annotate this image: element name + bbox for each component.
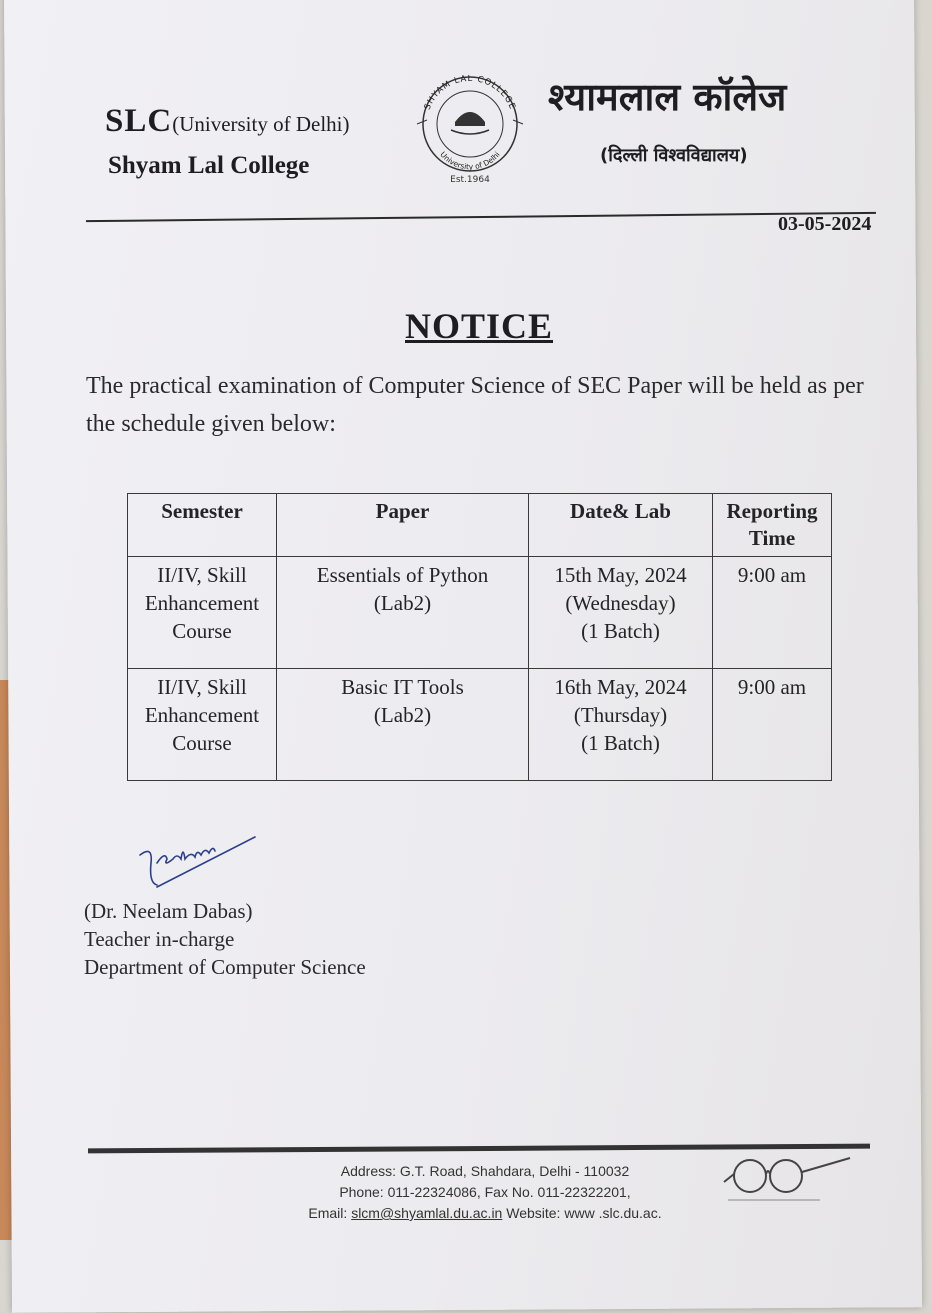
signer-name: (Dr. Neelam Dabas) — [84, 899, 253, 923]
footer-address: Address: G.T. Road, Shahdara, Delhi - 110032 — [340, 1163, 630, 1179]
notice-intro: The practical examination of Computer Science of SEC Paper will be held as per the schedule given below: — [86, 373, 864, 437]
cell-line: Course — [172, 619, 232, 643]
swachh-bharat-glasses-icon — [720, 1152, 855, 1207]
cell-line: (Thursday) — [573, 703, 668, 727]
cell-reporting-time: 9:00 am — [713, 669, 832, 781]
lamp-icon — [455, 112, 485, 126]
cell-reporting-time: 9:00 am — [713, 557, 832, 669]
footer-contact — [255, 1161, 715, 1224]
svg-text:University of Delhi — [438, 150, 501, 171]
signer-department: Department of Computer Science — [84, 955, 366, 979]
cell-line: 16th May, 2024 — [554, 675, 687, 699]
cell-line: (1 Batch) — [581, 619, 660, 643]
cell-line: (Wednesday) — [565, 591, 676, 615]
footer-email-line — [255, 1203, 715, 1224]
header-semester: Semester — [128, 494, 277, 557]
footer-website-label: Website: — [506, 1205, 561, 1221]
table-row — [128, 669, 832, 781]
footer-email-label: Email: — [308, 1205, 348, 1221]
cell-line: (Lab2) — [373, 591, 432, 615]
notice-title: NOTICE — [405, 306, 554, 346]
svg-text:SHYAM LAL COLLEGE — [423, 74, 518, 111]
cell-line: Basic IT Tools — [341, 675, 464, 699]
cell-paper — [277, 669, 529, 781]
logo-est: Est.1964 — [450, 175, 490, 185]
slc-affiliation: (University of Delhi) — [172, 112, 350, 136]
cell-date-lab — [529, 557, 713, 669]
logo-text-top: SHYAM LAL COLLEGE — [422, 73, 518, 112]
cell-line: Course — [172, 731, 232, 755]
cell-line: (1 Batch) — [581, 731, 660, 755]
cell-date-lab — [529, 669, 713, 781]
cell-line: II/IV, Skill — [157, 675, 247, 699]
college-logo — [405, 62, 535, 187]
cell-line: (Lab2) — [373, 703, 432, 727]
slc-abbrev: SLC — [105, 103, 173, 139]
cell-line: Essentials of Python — [316, 563, 489, 587]
table-row — [128, 557, 832, 669]
cell-semester — [128, 557, 277, 669]
notice-date: 03-05-2024 — [778, 213, 872, 235]
cell-line: Enhancement — [144, 591, 260, 615]
signer-designation: Teacher in-charge — [84, 927, 235, 951]
header-reporting-time: Reporting Time — [713, 494, 832, 557]
table-header-row — [128, 494, 832, 557]
logo-text-bottom: University of Delhi — [438, 149, 502, 172]
footer-website: www .slc.du.ac. — [564, 1205, 662, 1221]
college-name-en: Shyam Lal College — [108, 152, 310, 179]
footer-email: slcm@shyamlal.du.ac.in — [351, 1205, 503, 1221]
header-date-lab: Date& Lab — [529, 494, 713, 557]
footer-phone: Phone: 011-22324086, Fax No. 011-22322201, — [339, 1184, 631, 1200]
schedule-table — [127, 493, 832, 781]
signer-block — [84, 897, 366, 981]
cell-line: Enhancement — [144, 703, 260, 727]
affiliation-hindi: (दिल्ली विश्वविद्यालय) — [600, 145, 748, 166]
slc-heading — [105, 103, 350, 140]
cell-semester — [128, 669, 277, 781]
cell-paper — [277, 557, 529, 669]
cell-line: II/IV, Skill — [157, 563, 247, 587]
handwritten-signature — [135, 823, 265, 893]
header-paper: Paper — [277, 494, 529, 557]
cell-line: 15th May, 2024 — [554, 563, 687, 587]
college-name-hindi: श्यामलाल कॉलेज — [548, 75, 787, 119]
